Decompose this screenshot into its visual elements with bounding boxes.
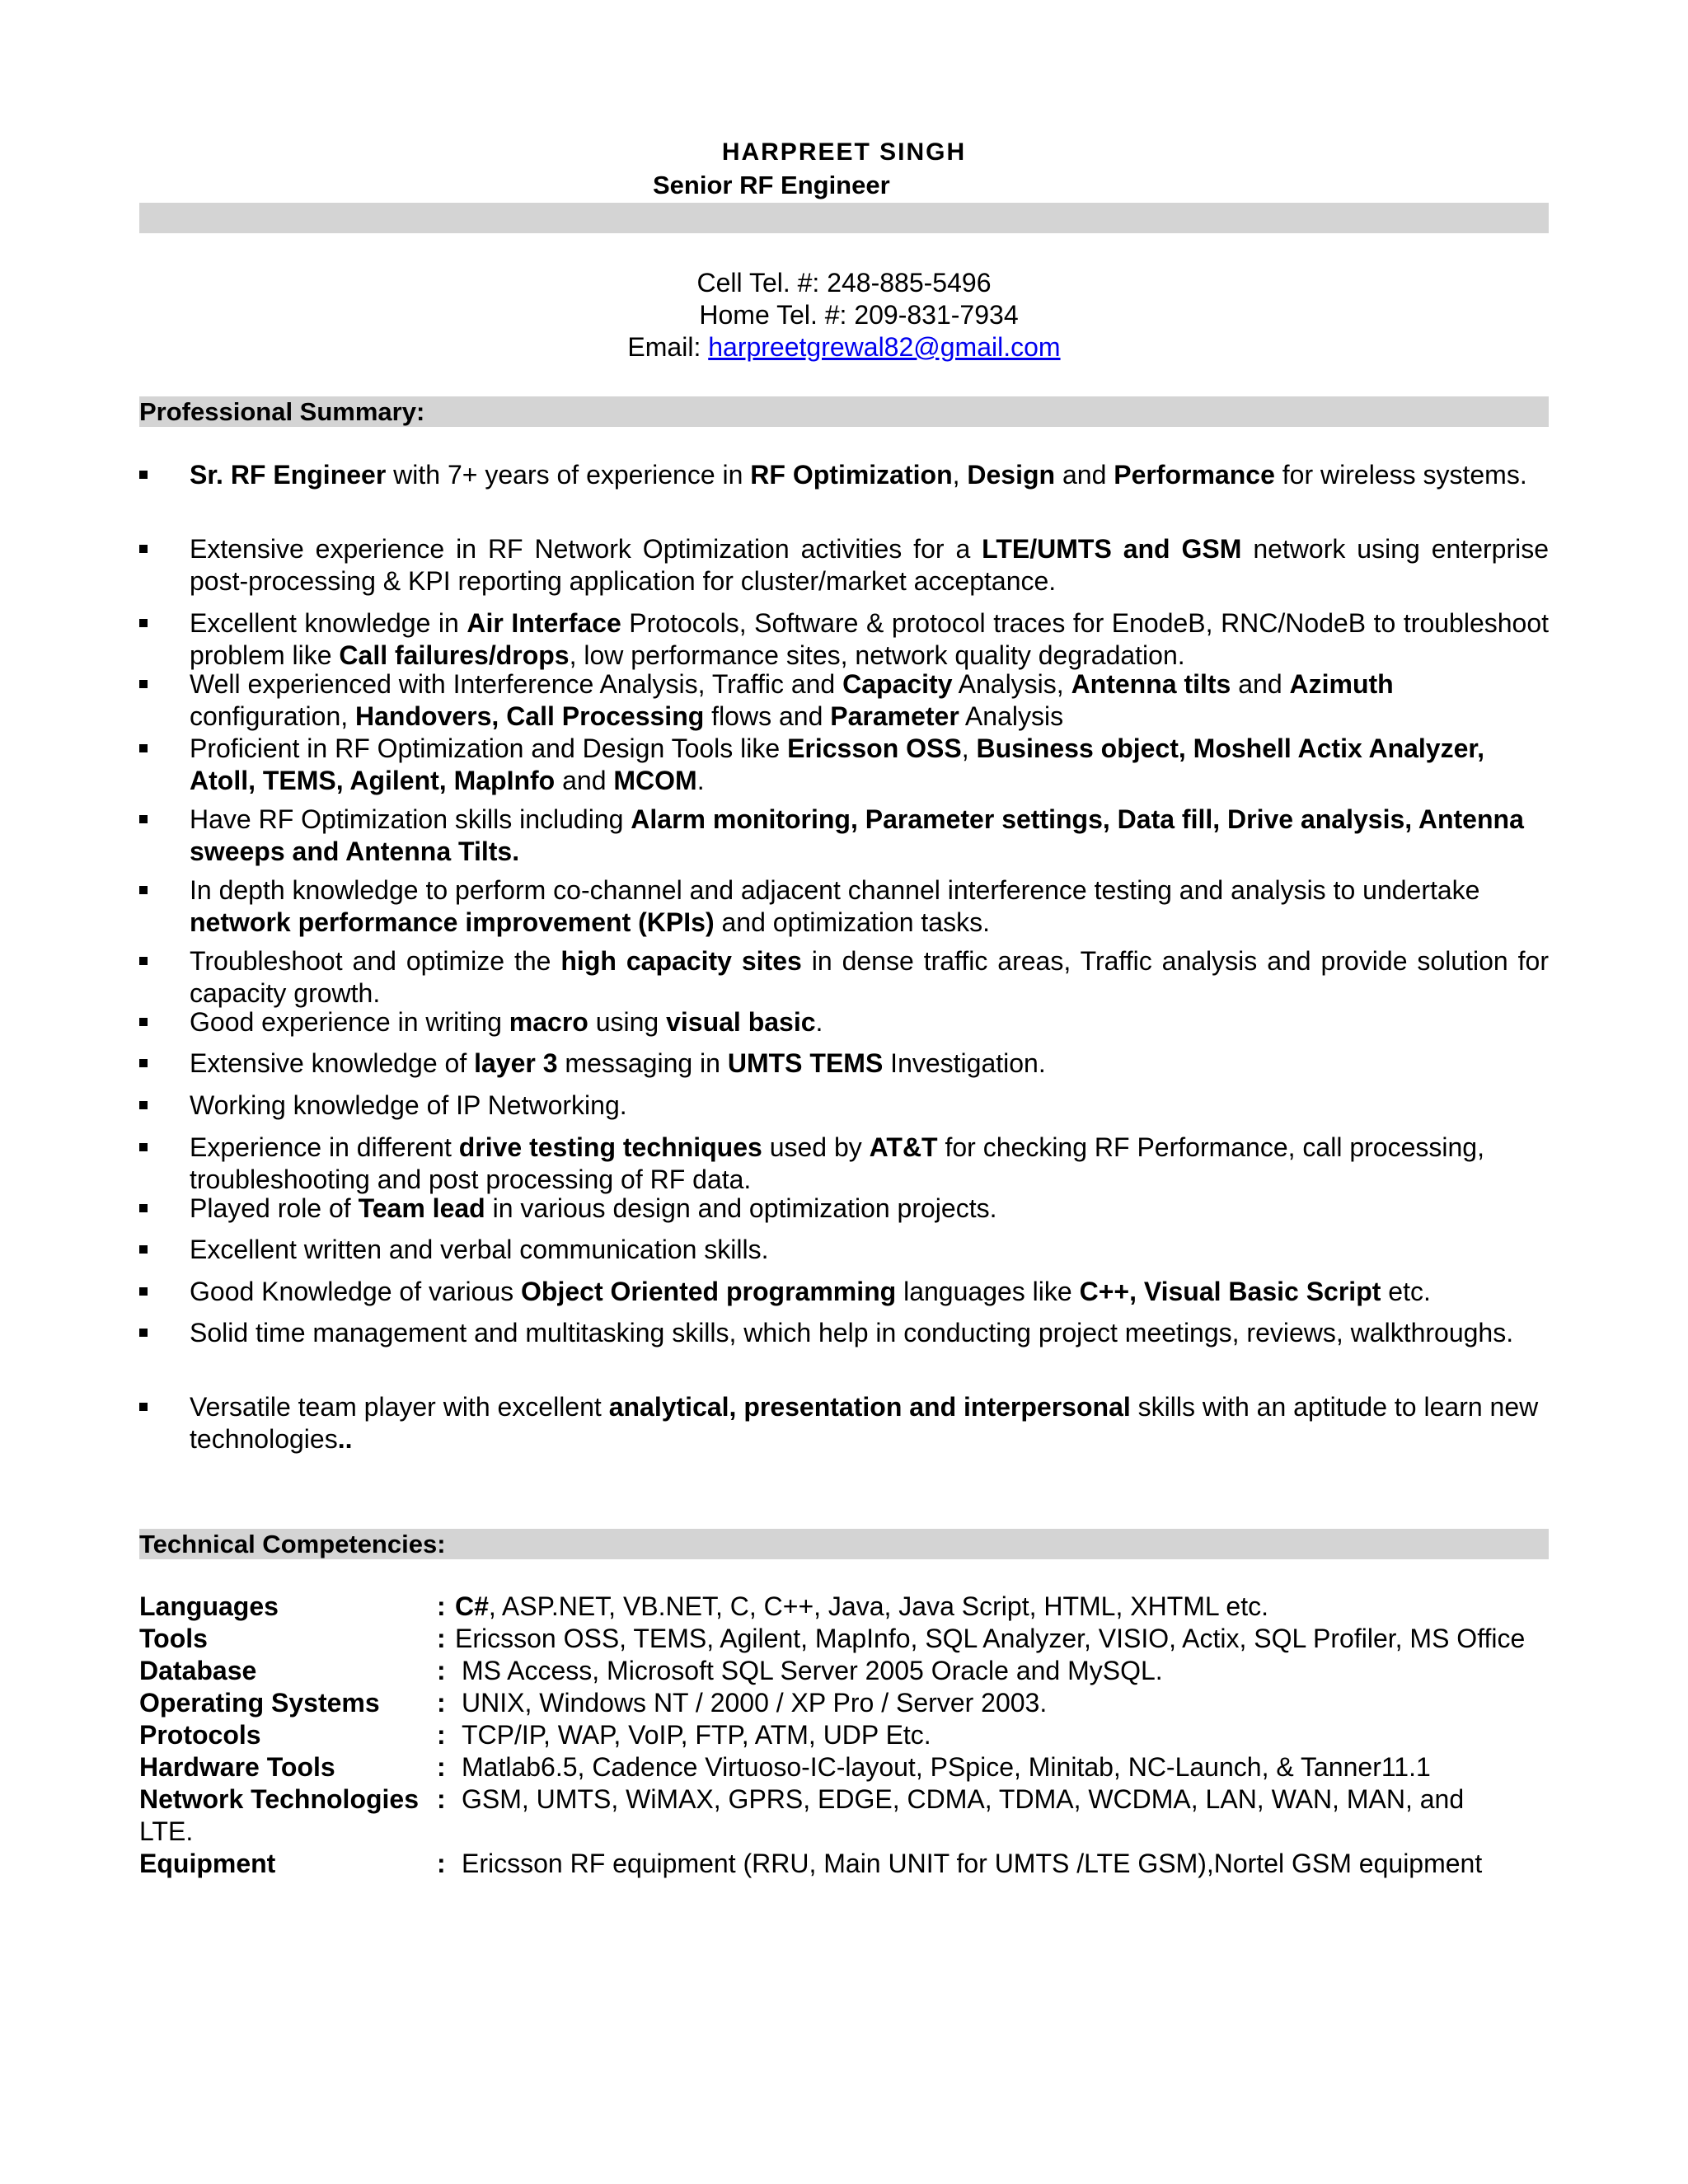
summary-item — [139, 1090, 1549, 1122]
summary-item-text — [190, 459, 1549, 491]
summary-item-text — [190, 607, 1549, 672]
summary-text-run: In depth knowledge to perform co-channel and adjacent channel interference testing and analysis to undertake — [190, 875, 1480, 905]
summary-item-text — [190, 945, 1549, 1010]
competency-value: MS Access, Microsoft SQL Server 2005 Oracle and MySQL. — [462, 1656, 1163, 1685]
summary-bold-run: drive testing techniques — [458, 1132, 762, 1162]
summary-item-text — [190, 804, 1549, 868]
summary-item — [139, 459, 1549, 491]
bullet-icon — [139, 1018, 148, 1026]
summary-text-run: in various design and optimization projects. — [485, 1193, 997, 1223]
bullet-icon — [139, 1287, 148, 1296]
summary-text-run: Good Knowledge of various — [190, 1277, 522, 1306]
summary-bold-run: LTE/UMTS and GSM — [982, 534, 1242, 564]
summary-text-run: Excellent knowledge in — [190, 608, 467, 638]
summary-item-text — [190, 1193, 1549, 1225]
summary-item — [139, 1132, 1549, 1196]
summary-text-run: , low performance sites, network quality degradation. — [569, 640, 1185, 670]
summary-bold-run: Object Oriented programming — [521, 1277, 897, 1306]
bullet-icon — [139, 471, 148, 479]
summary-text-run: etc. — [1381, 1277, 1431, 1306]
summary-text-run: configuration, — [190, 701, 356, 731]
competency-colon: : — [437, 1752, 446, 1782]
summary-text-run: in dense traffic areas, Traffic analysis and provide solution for capacity growth. — [190, 946, 1549, 1008]
summary-bold-run: high capacity sites — [560, 946, 802, 976]
competency-colon: : — [437, 1591, 446, 1621]
competency-value-text: , ASP.NET, VB.NET, C, C++, Java, Java Script, HTML, XHTML etc. — [488, 1591, 1268, 1621]
summary-text-run: , — [952, 460, 968, 490]
bullet-icon — [139, 1245, 148, 1254]
summary-text-run: Troubleshoot and optimize the — [190, 946, 561, 976]
bullet-icon — [139, 1403, 148, 1411]
summary-text-run: with 7+ years of experience in — [386, 460, 751, 490]
summary-bold-run: visual basic — [666, 1007, 816, 1037]
candidate-name: HARPREET SINGH — [721, 138, 967, 166]
summary-bold-run: Alarm monitoring, Parameter settings, Data fill, Drive analysis, Antenna sweeps and Antenna Tilts. — [190, 804, 1524, 866]
competency-label: Database — [139, 1656, 257, 1685]
summary-text-run: and — [1231, 669, 1290, 699]
summary-item — [139, 1234, 1549, 1266]
summary-text-run: Have RF Optimization skills including — [190, 804, 631, 834]
summary-text-run: and optimization tasks. — [714, 907, 990, 937]
header-divider-band — [139, 203, 1549, 233]
summary-item-text — [190, 1234, 1549, 1266]
summary-text-run: and — [555, 766, 614, 795]
summary-item-text — [190, 1047, 1549, 1080]
summary-text-run: Protocols, Software & protocol traces for EnodeB, RNC/NodeB to troubleshoot problem like — [190, 608, 1550, 670]
competency-value: Ericsson OSS, TEMS, Agilent, MapInfo, SQL Analyzer, VISIO, Actix, SQL Profiler, MS Office — [455, 1624, 1526, 1653]
competency-row-tools — [139, 1623, 1549, 1655]
technical-competencies — [139, 1591, 1549, 1880]
competency-row-hardware-tools — [139, 1751, 1549, 1783]
summary-item — [139, 1047, 1549, 1080]
summary-bold-run: Business object, Moshell Actix Analyzer, Atoll, TEMS, Agilent, MapInfo — [190, 733, 1484, 795]
competency-colon: : — [437, 1624, 446, 1653]
summary-item-text — [190, 1391, 1549, 1455]
summary-item — [139, 1317, 1549, 1349]
summary-item-text — [190, 733, 1549, 797]
summary-text-run: Played role of — [190, 1193, 359, 1223]
summary-text-run: Proficient in RF Optimization and Design Tools like — [190, 733, 788, 763]
summary-bold-run: Sr. RF Engineer — [190, 460, 387, 490]
summary-text-run: for checking RF Performance, call processing, troubleshooting and post processing of RF data. — [190, 1132, 1484, 1194]
summary-text-run: Extensive experience in RF Network Optimization activities for a — [190, 534, 982, 564]
summary-bold-run: Parameter — [830, 701, 959, 731]
summary-item-text — [190, 668, 1549, 733]
competency-value: UNIX, Windows NT / 2000 / XP Pro / Server 2003. — [462, 1688, 1048, 1718]
summary-text-run: . — [815, 1007, 823, 1037]
summary-text-run: Investigation. — [883, 1048, 1046, 1078]
summary-text-run: Excellent written and verbal communication skills. — [190, 1235, 769, 1264]
summary-bold-run: Performance — [1114, 460, 1275, 490]
competency-value: Matlab6.5, Cadence Virtuoso-IC-layout, PSpice, Minitab, NC-Launch, & Tanner11.1 — [462, 1752, 1431, 1782]
summary-item-text — [190, 1317, 1549, 1349]
summary-text-run: using — [588, 1007, 667, 1037]
summary-text-run: Working knowledge of IP Networking. — [190, 1090, 627, 1120]
summary-item-text — [190, 874, 1549, 939]
summary-text-run: Extensive knowledge of — [190, 1048, 475, 1078]
competency-label: Protocols — [139, 1720, 261, 1750]
competency-value: Ericsson RF equipment (RRU, Main UNIT for UMTS /LTE GSM),Nortel GSM equipment — [462, 1849, 1483, 1878]
competency-label: Hardware Tools — [139, 1752, 335, 1782]
summary-bold-run: MCOM — [613, 766, 697, 795]
summary-bold-run: .. — [337, 1424, 353, 1454]
competency-row-equipment — [139, 1848, 1549, 1880]
competency-colon: : — [437, 1849, 446, 1878]
competency-row-operating-systems — [139, 1687, 1549, 1719]
summary-bold-run: analytical, presentation and interpersonal — [608, 1392, 1131, 1422]
summary-text-run: messaging in — [557, 1048, 728, 1078]
summary-text-run: . — [696, 766, 705, 795]
bullet-icon — [139, 1329, 148, 1337]
summary-text-run: Analysis, — [952, 669, 1071, 699]
summary-heading: Professional Summary: — [139, 397, 425, 426]
summary-text-run: flows and — [704, 701, 831, 731]
summary-text-run: Solid time management and multitasking skills, which help in conducting project meetings, reviews, walkthroughs. — [190, 1318, 1514, 1347]
competency-label: Languages — [139, 1591, 279, 1621]
summary-item-text — [190, 533, 1549, 598]
competency-row-database — [139, 1655, 1549, 1687]
summary-text-run: Experience in different — [190, 1132, 459, 1162]
summary-item — [139, 733, 1549, 797]
summary-text-run: for wireless systems. — [1274, 460, 1527, 490]
summary-text-run: Versatile team player with excellent — [190, 1392, 609, 1422]
bullet-icon — [139, 1101, 148, 1109]
summary-item — [139, 607, 1549, 672]
email-label: Email: — [627, 332, 709, 362]
summary-text-run: and — [1055, 460, 1114, 490]
summary-bold-run: layer 3 — [474, 1048, 558, 1078]
summary-text-run: Good experience in writing — [190, 1007, 509, 1037]
email-link[interactable]: harpreetgrewal82@gmail.com — [708, 332, 1061, 362]
bullet-icon — [139, 545, 148, 553]
summary-bold-run: Call failures/drops — [339, 640, 570, 670]
summary-item-text — [190, 1276, 1549, 1308]
summary-item — [139, 1006, 1549, 1038]
summary-bold-run: RF Optimization — [750, 460, 953, 490]
summary-bold-run: AT&T — [869, 1132, 938, 1162]
summary-bold-run: Ericsson OSS — [787, 733, 962, 763]
competencies-heading: Technical Competencies: — [139, 1530, 446, 1558]
summary-bold-run: UMTS TEMS — [727, 1048, 884, 1078]
competency-value-continuation: LTE. — [139, 1816, 194, 1846]
summary-bold-run: Design — [967, 460, 1056, 490]
summary-bold-run: Handovers, Call Processing — [355, 701, 705, 731]
competency-value: GSM, UMTS, WiMAX, GPRS, EDGE, CDMA, TDMA, WCDMA, LAN, WAN, MAN, and — [462, 1784, 1465, 1814]
summary-item — [139, 533, 1549, 598]
summary-item-text — [190, 1090, 1549, 1122]
competency-label: Network Technologies — [139, 1784, 420, 1814]
summary-item — [139, 1276, 1549, 1308]
summary-item-text — [190, 1132, 1549, 1196]
summary-bold-run: Team lead — [358, 1193, 485, 1223]
candidate-title: Senior RF Engineer — [653, 171, 890, 199]
competency-colon: : — [437, 1688, 446, 1718]
summary-bold-run: C++, Visual Basic Script — [1079, 1277, 1381, 1306]
contact-block — [0, 267, 1688, 363]
summary-text-run: Well experienced with Interference Analysis, Traffic and — [190, 669, 843, 699]
competency-label: Tools — [139, 1624, 208, 1653]
summary-item — [139, 1193, 1549, 1225]
competency-label: Operating Systems — [139, 1688, 380, 1718]
competency-row-protocols — [139, 1719, 1549, 1751]
bullet-icon — [139, 1204, 148, 1212]
competency-colon: : — [437, 1656, 446, 1685]
cell-phone: Cell Tel. #: 248-885-5496 — [696, 268, 992, 298]
summary-item — [139, 804, 1549, 868]
summary-bold-run: macro — [509, 1007, 588, 1037]
competency-colon: : — [437, 1720, 446, 1750]
bullet-icon — [139, 957, 148, 965]
competency-value: TCP/IP, WAP, VoIP, FTP, ATM, UDP Etc. — [462, 1720, 931, 1750]
competency-colon: : — [437, 1784, 446, 1814]
summary-text-run: languages like — [896, 1277, 1080, 1306]
competency-row-languages — [139, 1591, 1549, 1623]
summary-item — [139, 874, 1549, 939]
email-line — [0, 331, 1688, 363]
summary-item — [139, 945, 1549, 1010]
summary-bold-run: Azimuth — [1289, 669, 1394, 699]
summary-text-run: used by — [762, 1132, 870, 1162]
summary-bold-run: Capacity — [842, 669, 953, 699]
competency-row-network-technologies — [139, 1783, 1549, 1848]
summary-bold-run: network performance improvement (KPIs) — [190, 907, 715, 937]
bullet-icon — [139, 680, 148, 688]
competency-value-bold: C# — [455, 1591, 489, 1621]
competency-label: Equipment — [139, 1849, 276, 1878]
bullet-icon — [139, 886, 148, 894]
summary-item-text — [190, 1006, 1549, 1038]
bullet-icon — [139, 1059, 148, 1067]
bullet-icon — [139, 619, 148, 627]
summary-text-run: , — [961, 733, 977, 763]
bullet-icon — [139, 744, 148, 752]
summary-text-run: network using enterprise post-processing & KPI reporting application for cluster/market acceptance. — [190, 534, 1550, 596]
summary-text-run: Analysis — [959, 701, 1064, 731]
home-phone: Home Tel. #: 209-831-7934 — [699, 300, 1019, 330]
summary-item — [139, 1391, 1549, 1455]
bullet-icon — [139, 1143, 148, 1151]
summary-bold-run: Air Interface — [467, 608, 621, 638]
summary-text-run: skills with an aptitude to learn new technologies — [190, 1392, 1539, 1454]
competency-value — [437, 1591, 1549, 1623]
bullet-icon — [139, 815, 148, 823]
summary-bold-run: Antenna tilts — [1071, 669, 1231, 699]
summary-item — [139, 668, 1549, 733]
